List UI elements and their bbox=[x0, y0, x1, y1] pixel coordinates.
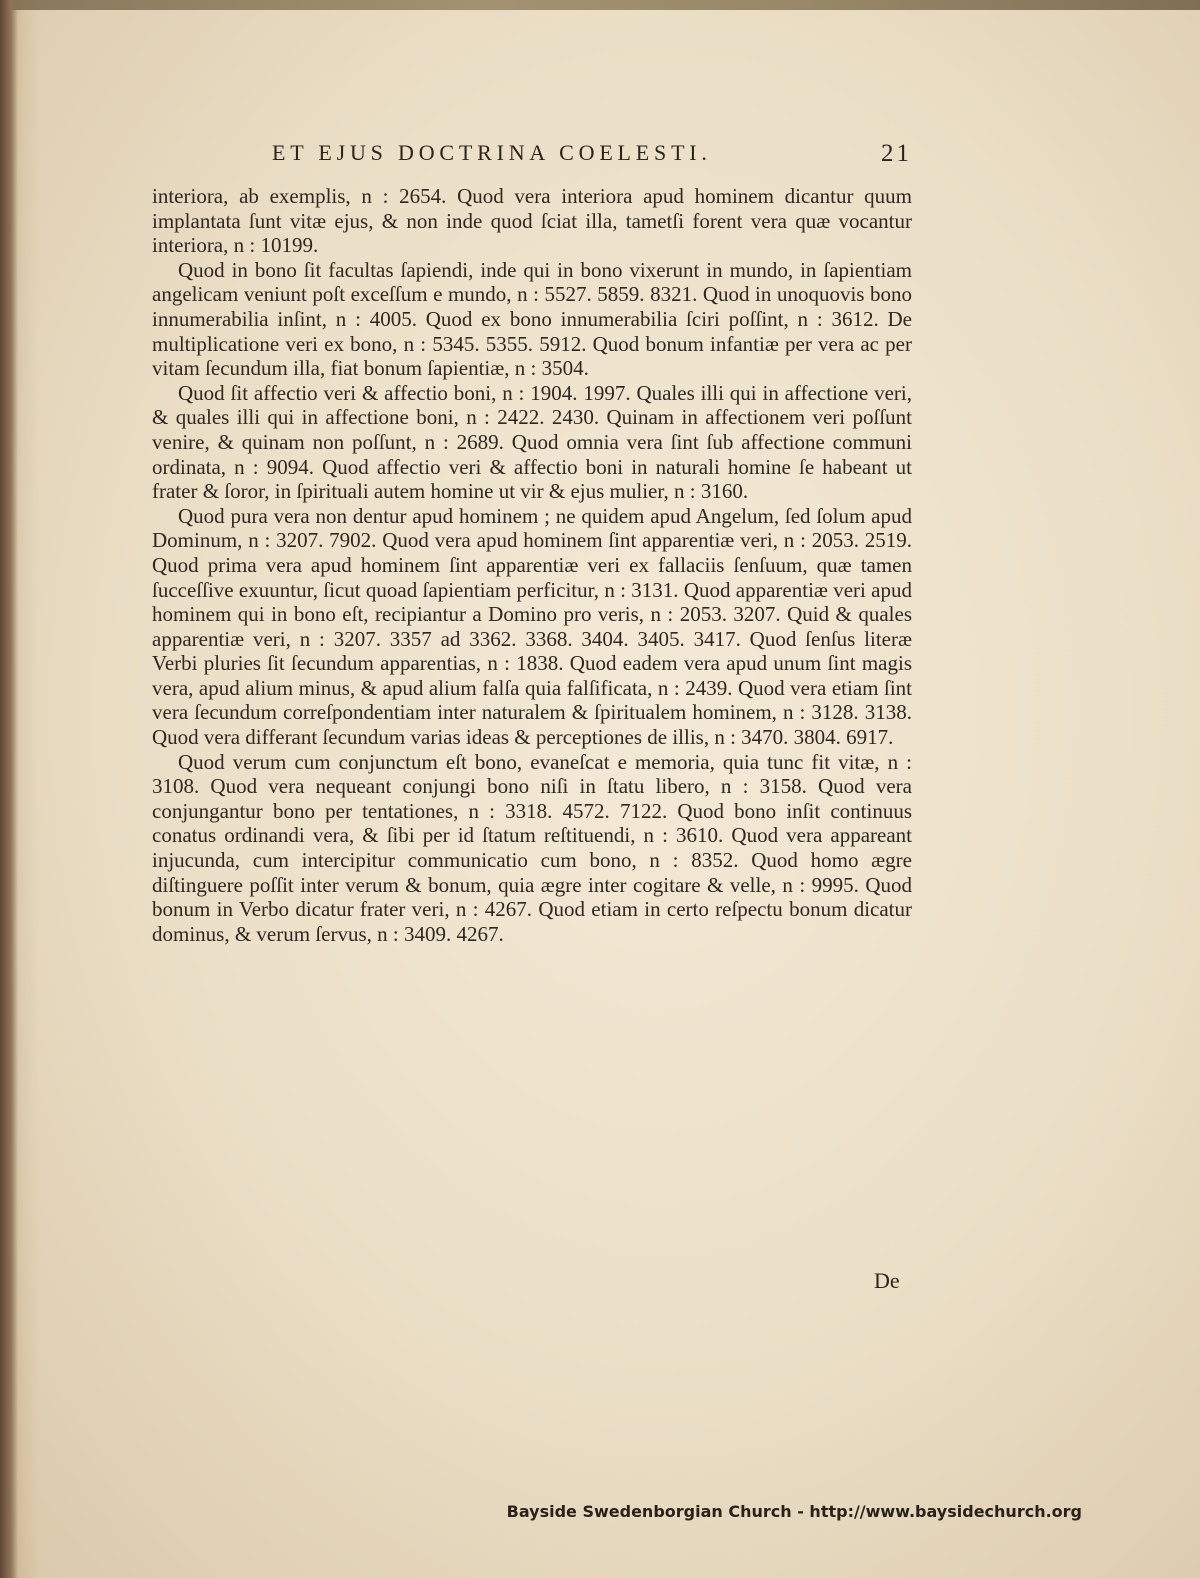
running-header bbox=[272, 140, 912, 180]
book-binding-edge bbox=[0, 0, 18, 1578]
page-number: 21 bbox=[881, 140, 912, 167]
paragraph: Quod pura vera non dentur apud hominem ; ne quidem apud Angelum, ſed ſolum apud Dominum, n : 3207. 7902. Quod vera apud hominem ſint apparentiæ veri, n : 2053. 2519. Quod prima vera apud hominem ſint apparentiæ veri ex fallaciis ſenſuum, quæ tamen ſucceſſive exuuntur, ſicut quoad ſapientiam perficitur, n : 3131. Quod apparentiæ veri apud hominem qui in bono eſt, recipiantur a Domino pro veris, n : 2053. 3207. Quid & quales apparentiæ veri, n : 3207. 3357 ad 3362. 3368. 3404. 3405. 3417. Quod ſenſus literæ Verbi pluries ſit ſecundum apparentias, n : 1838. Quod eadem vera apud unum ſint magis vera, apud alium minus, & apud alium falſa quia falſificata, n : 2439. Quod vera etiam ſint vera ſecundum correſpondentiam inter naturalem & ſpiritualem hominem, n : 3128. 3138. Quod vera differant ſecundum varias ideas & perceptiones de illis, n : 3470. 3804. 6917. bbox=[152, 503, 912, 750]
source-credit: Bayside Swedenborgian Church - http://www.baysidechurch.org bbox=[506, 1502, 1082, 1521]
paragraph: Quod ſit affectio veri & affectio boni, n : 1904. 1997. Quales illi qui in affectione veri, & quales illi qui in affectione boni, n : 2422. 2430. Quinam in affectionem veri poſſunt venire, & quinam non poſſunt, n : 2689. Quod omnia vera ſint ſub affectione communi ordinata, n : 9094. Quod affectio veri & affectio boni in naturali homine ſe habeant ut frater & ſoror, in ſpirituali autem homine ut vir & ejus mulier, n : 3160. bbox=[152, 380, 912, 504]
paragraph: Quod in bono ſit facultas ſapiendi, inde qui in bono vixerunt in mundo, in ſapientiam angelicam veniunt poſt exceſſum e mundo, n : 5527. 5859. 8321. Quod in unoquovis bono innumerabilia inſint, n : 4005. Quod ex bono innumerabilia ſciri poſſint, n : 3612. De multiplicatione veri ex bono, n : 5345. 5355. 5912. Quod bonum infantiæ per vera ac per vitam ſecundum illa, fiat bonum ſapientiæ, n : 3504. bbox=[152, 257, 912, 381]
page-body bbox=[152, 184, 912, 946]
catchword: De bbox=[874, 1268, 900, 1293]
paragraph-continuation: interiora, ab exemplis, n : 2654. Quod vera interiora apud hominem dicantur quum implantata ſunt vitæ ejus, & non inde quod ſciat illa, tametſi forent vera quæ vocantur interiora, n : 10199. bbox=[152, 184, 912, 258]
running-title: ET EJUS DOCTRINA COELESTI. bbox=[272, 140, 712, 165]
page-top-edge bbox=[0, 0, 1200, 10]
paragraph: Quod verum cum conjunctum eſt bono, evaneſcat e memoria, quia tunc fit vitæ, n : 3108. Quod vera nequeant conjungi bono niſi in ſtatu libero, n : 3158. Quod vera conjungantur bono per tentationes, n : 3318. 4572. 7122. Quod bono inſit continuus conatus ordinandi vera, & ſibi per id ſtatum reſtituendi, n : 3610. Quod vera appareant injucunda, cum intercipitur communicatio cum bono, n : 8352. Quod homo ægre diſtinguere poſſit inter verum & bonum, quia ægre inter cogitare & velle, n : 9995. Quod bonum in Verbo dicatur frater veri, n : 4267. Quod etiam in certo reſpectu bonum dicatur dominus, & verum ſervus, n : 3409. 4267. bbox=[152, 749, 912, 946]
